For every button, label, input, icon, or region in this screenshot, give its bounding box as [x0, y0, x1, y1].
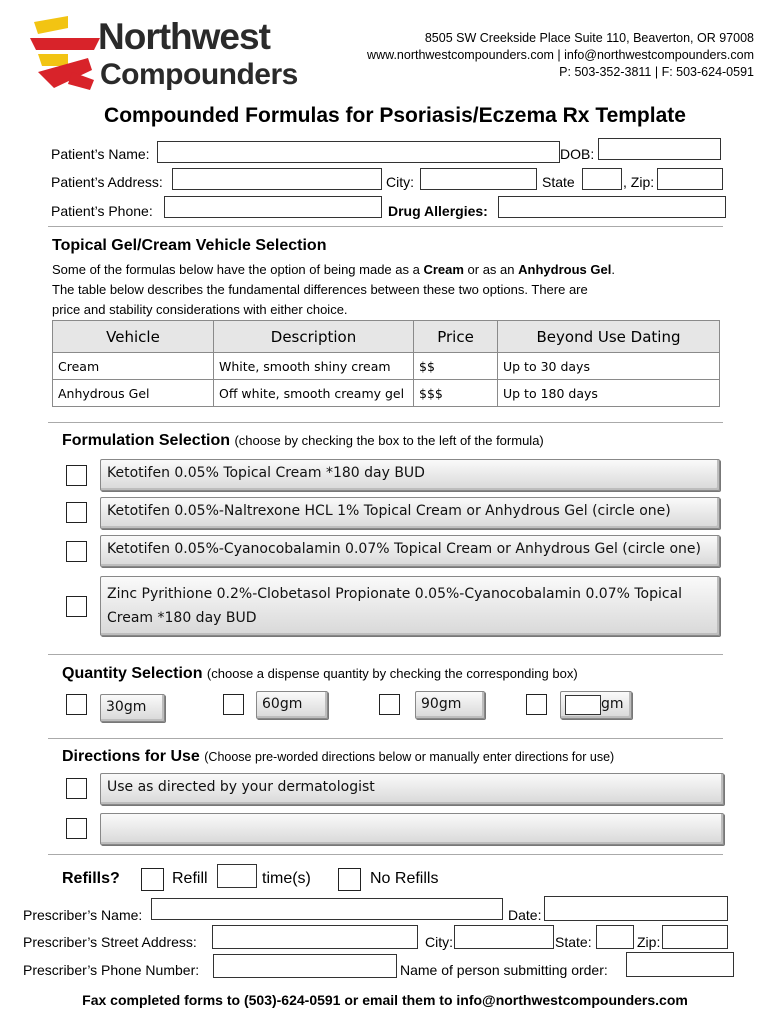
formula-4-checkbox[interactable] [66, 596, 87, 617]
divider [48, 422, 723, 423]
table-row [53, 353, 720, 380]
divider [48, 654, 723, 655]
page-title: Compounded Formulas for Psoriasis/Eczema Rx Template [104, 104, 686, 127]
dob-label: DOB: [560, 146, 595, 162]
qty-30-checkbox[interactable] [66, 694, 87, 715]
refill-checkbox[interactable] [141, 868, 164, 891]
qty-custom-checkbox[interactable] [526, 694, 547, 715]
column-header-description: Description [214, 321, 414, 353]
prescriber-street-field[interactable] [212, 925, 418, 949]
patient-state-field[interactable] [582, 168, 622, 190]
divider [48, 854, 723, 855]
directions-section-title: Directions for Use [62, 748, 200, 765]
logo-mark-icon [28, 14, 102, 96]
patient-address-field[interactable] [172, 168, 382, 190]
formula-2-checkbox[interactable] [66, 502, 87, 523]
footer-note: Fax completed forms to (503)-624-0591 or email them to info@northwestcompounders.com [82, 992, 688, 1008]
prescriber-name-label: Prescriber’s Name: [23, 907, 143, 923]
table-cell: Up to 30 days [498, 353, 720, 380]
qty-custom-unit: gm [601, 696, 624, 712]
formulation-hint: (choose by checking the box to the left of the formula) [234, 433, 544, 448]
desc-part: Some of the formulas below have the option of being made as a [52, 262, 424, 277]
table-cell: $$ [414, 353, 498, 380]
quantity-section-title: Quantity Selection [62, 665, 203, 682]
patient-zip-field[interactable] [657, 168, 723, 190]
logo-text-northwest: Northwest [98, 16, 270, 57]
desc-part: or as an [463, 262, 519, 277]
prescriber-state-label: State: [555, 934, 592, 950]
vehicle-section-title: Topical Gel/Cream Vehicle Selection [52, 237, 327, 254]
quantity-header [62, 665, 578, 683]
directions-header [62, 748, 614, 766]
desc-line2: The table below describes the fundamental differences between these two options. There are [52, 282, 588, 297]
table-header-row [53, 321, 720, 353]
directions-preset-option[interactable]: Use as directed by your dermatologist [100, 773, 724, 805]
table-cell: $$$ [414, 380, 498, 407]
prescriber-city-field[interactable] [454, 925, 554, 949]
desc-part: . [611, 262, 615, 277]
company-web-email: www.northwestcompounders.com | info@northwestcompounders.com [367, 48, 754, 62]
qty-60-option[interactable]: 60gm [256, 691, 328, 719]
formulation-header [62, 432, 544, 450]
column-header-vehicle: Vehicle [53, 321, 214, 353]
patient-phone-field[interactable] [164, 196, 382, 218]
patient-name-field[interactable] [157, 141, 560, 163]
directions-hint: (Choose pre-worded directions below or manually enter directions for use) [204, 750, 615, 764]
refills-label: Refills? [62, 870, 120, 887]
company-phone-fax: P: 503-352-3811 | F: 503-624-0591 [559, 65, 754, 79]
logo [28, 14, 318, 96]
directions-custom-checkbox[interactable] [66, 818, 87, 839]
table-cell: White, smooth shiny cream [214, 353, 414, 380]
state-label: State [542, 174, 575, 190]
qty-90-checkbox[interactable] [379, 694, 400, 715]
no-refills-checkbox[interactable] [338, 868, 361, 891]
formula-3-checkbox[interactable] [66, 541, 87, 562]
drug-allergies-field[interactable] [498, 196, 726, 218]
table-row [53, 380, 720, 407]
formula-2-option[interactable]: Ketotifen 0.05%-Naltrexone HCL 1% Topical Cream or Anhydrous Gel (circle one) [100, 497, 720, 529]
desc-line3: price and stability considerations with either choice. [52, 302, 348, 317]
quantity-hint: (choose a dispense quantity by checking the corresponding box) [206, 666, 578, 681]
qty-custom-amount-field[interactable] [565, 695, 601, 715]
submitter-label: Name of person submitting order: [400, 962, 608, 978]
prescriber-date-label: Date: [508, 907, 542, 923]
table-cell: Off white, smooth creamy gel [214, 380, 414, 407]
qty-90-option[interactable]: 90gm [415, 691, 485, 719]
table-cell: Cream [53, 353, 214, 380]
vehicle-table [52, 320, 720, 407]
drug-allergies-label: Drug Allergies: [388, 203, 488, 219]
qty-30-option[interactable]: 30gm [100, 694, 165, 722]
company-address: 8505 SW Creekside Place Suite 110, Beaverton, OR 97008 [424, 31, 754, 45]
prescriber-zip-label: Zip: [637, 934, 661, 950]
refill-times-label: time(s) [262, 870, 311, 887]
refill-label: Refill [172, 870, 208, 887]
vehicle-description [52, 260, 615, 320]
submitter-field[interactable] [626, 952, 734, 977]
prescriber-name-field[interactable] [151, 898, 503, 920]
qty-custom-option[interactable] [560, 691, 632, 719]
formula-3-option[interactable]: Ketotifen 0.05%-Cyanocobalamin 0.07% Topical Cream or Anhydrous Gel (circle one) [100, 535, 720, 567]
prescriber-phone-field[interactable] [213, 954, 397, 978]
prescriber-zip-field[interactable] [662, 925, 728, 949]
desc-gel: Anhydrous Gel [518, 262, 612, 277]
zip-label: , Zip: [623, 174, 655, 190]
patient-address-label: Patient’s Address: [51, 174, 163, 190]
divider [48, 738, 723, 739]
desc-cream: Cream [423, 262, 464, 277]
no-refills-label: No Refills [370, 870, 439, 887]
prescriber-date-field[interactable] [544, 896, 728, 921]
patient-phone-label: Patient’s Phone: [51, 203, 153, 219]
column-header-price: Price [414, 321, 498, 353]
prescriber-street-label: Prescriber’s Street Address: [23, 934, 197, 950]
dob-field[interactable] [598, 138, 721, 160]
column-header-bud: Beyond Use Dating [498, 321, 720, 353]
logo-text-compounders: Compounders [100, 58, 298, 91]
table-cell: Up to 180 days [498, 380, 720, 407]
prescriber-phone-label: Prescriber’s Phone Number: [23, 962, 200, 978]
patient-name-label: Patient’s Name: [51, 146, 150, 162]
directions-custom-field[interactable] [100, 813, 724, 845]
refill-count-field[interactable] [217, 864, 257, 888]
formula-1-checkbox[interactable] [66, 465, 87, 486]
formula-4-option[interactable]: Zinc Pyrithione 0.2%-Clobetasol Propionate 0.05%-Cyanocobalamin 0.07% Topical Cream *180 day BUD [100, 576, 720, 636]
prescriber-state-field[interactable] [596, 925, 634, 949]
patient-city-field[interactable] [420, 168, 537, 190]
formulation-section-title: Formulation Selection [62, 432, 231, 449]
formula-1-option[interactable]: Ketotifen 0.05% Topical Cream *180 day BUD [100, 459, 720, 491]
prescriber-city-label: City: [425, 934, 453, 950]
table-cell: Anhydrous Gel [53, 380, 214, 407]
city-label: City: [386, 174, 414, 190]
directions-preset-checkbox[interactable] [66, 778, 87, 799]
contact-block [367, 30, 754, 81]
qty-60-checkbox[interactable] [223, 694, 244, 715]
divider [48, 226, 723, 227]
